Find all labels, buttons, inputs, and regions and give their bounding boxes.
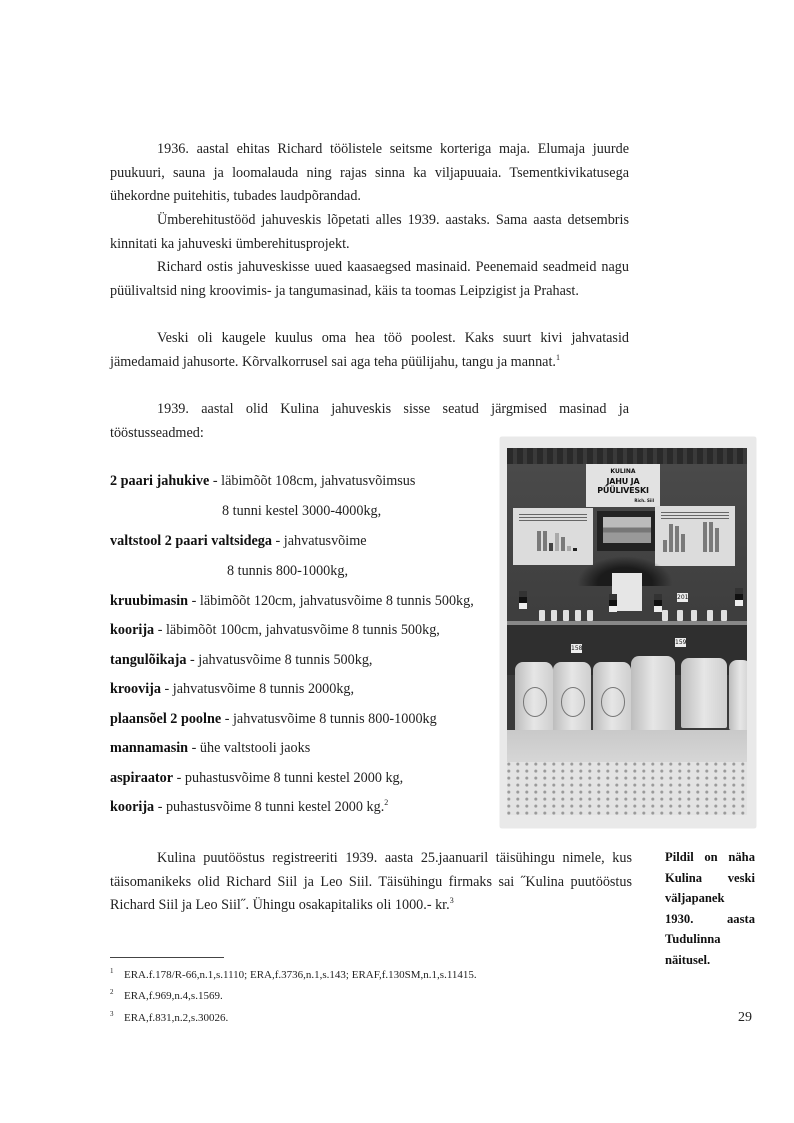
machine-desc: - jahvatusvõime 8 tunnis 500kg, <box>186 652 373 668</box>
flour-sack <box>729 660 747 730</box>
flour-sack <box>515 662 553 732</box>
machine-desc: - puhastusvõime 8 tunni kestel 2000 kg, <box>173 770 404 786</box>
sample-jar <box>677 610 683 621</box>
paragraph-text: Veski oli kaugele kuulus oma hea töö poolest. Kaks suurt kivi jahvatasid jämedamaid jahusorte. Kõrvalkorrusel sai aga teha püülijahu, tangu ja mannat. <box>110 330 629 370</box>
paragraph-machines-purchase <box>110 256 629 303</box>
footnote-number: 3 <box>110 1010 114 1018</box>
flour-sack <box>631 656 675 732</box>
machine-item-continuation: 8 tunni kestel 3000-4000kg, <box>222 503 382 519</box>
machine-desc: - ühe valtstooli jaoks <box>188 740 311 756</box>
board-bar <box>709 522 713 552</box>
footnote <box>110 967 477 981</box>
paragraph-text: 1939. aastal olid Kulina jahuveskis sisse seatud järgmised masinad ja tööstusseadmed: <box>110 401 629 441</box>
board-bar <box>715 528 719 552</box>
photo-image <box>507 448 747 815</box>
board-bar <box>561 537 565 551</box>
sample-jar <box>563 610 569 621</box>
sample-jar <box>539 610 545 621</box>
machine-item <box>110 740 310 757</box>
number-tag: 158 <box>571 645 583 652</box>
board-text-lines <box>519 514 587 522</box>
footnote-number: 1 <box>110 967 114 975</box>
board-bar <box>663 540 667 552</box>
sample-jar <box>575 610 581 621</box>
machine-item <box>110 593 474 610</box>
sample-jar <box>707 610 713 621</box>
machine-item <box>110 711 437 728</box>
machine-desc: - puhastusvõime 8 tunni kestel 2000 kg. <box>154 799 385 815</box>
machine-desc: - jahvatusvõime <box>271 533 367 549</box>
machine-name: tangulõikaja <box>110 652 187 668</box>
flag-icon <box>735 588 743 606</box>
page-number: 29 <box>738 1010 752 1025</box>
footnote <box>110 988 223 1002</box>
sign-title: KULINA <box>610 468 636 475</box>
machine-item <box>110 799 388 816</box>
photo-ledge <box>507 730 747 762</box>
board-bar <box>675 526 679 552</box>
board-bar <box>555 533 559 551</box>
flag-icon <box>654 594 662 612</box>
number-tag: 159 <box>675 639 687 646</box>
framed-picture <box>603 517 651 543</box>
flag-icon <box>519 591 527 609</box>
board-bar <box>681 534 685 552</box>
paragraph-text: 1936. aastal ehitas Richard töölistele seitsme korteriga maja. Elumaja juurde puukuuri, sauna ja loomalauda ning rajas sinna ka viljapuuaia. Tsementkivikatusega ühekordne puitehitis, tubades laudpõrandad. <box>110 141 629 204</box>
machine-name: kruubimasin <box>110 593 189 609</box>
sample-jar <box>587 610 593 621</box>
sample-jar <box>551 610 557 621</box>
flag-icon <box>609 594 617 612</box>
paragraph-text: Kulina puutööstus registreeriti 1939. aasta 25.jaanuaril täisühingu nimele, kus täisomanikeks olid Richard Siil ja Leo Siil. Täisühingu firmaks sai ˝Kulina puutööstus Richard Siil ja Leo Siil˝. Ühingu osakapitaliks oli 1000.- kr. <box>110 850 632 913</box>
board-bar <box>543 531 547 551</box>
machine-name: koorija <box>110 799 155 815</box>
board-bar <box>573 548 577 551</box>
photo-wall <box>507 448 747 464</box>
machine-desc: - jahvatusvõime 8 tunnis 800-1000kg <box>221 711 437 727</box>
paragraph-woodworks-registration <box>110 847 632 918</box>
machine-item <box>110 533 367 550</box>
machine-name: mannamasin <box>110 740 189 756</box>
machine-name: aspiraator <box>110 770 174 786</box>
machine-desc: - läbimõõt 120cm, jahvatusvõime 8 tunnis 500kg, <box>188 593 474 609</box>
machine-item <box>110 622 440 639</box>
footnote <box>110 1010 228 1024</box>
photo-floor <box>507 762 747 815</box>
flour-sack <box>593 662 631 732</box>
footnote-number: 2 <box>110 988 114 996</box>
machine-name: valtstool 2 paari valtsidega <box>110 533 272 549</box>
machine-name: koorija <box>110 622 155 638</box>
board-bar <box>669 524 673 552</box>
footnote-ref[interactable]: 2 <box>384 798 389 807</box>
board-bar <box>549 543 553 551</box>
footnote-separator <box>110 957 224 958</box>
machine-desc: - jahvatusvõime 8 tunnis 2000kg, <box>160 681 355 697</box>
paragraph-mill-fame <box>110 327 629 374</box>
paragraph-1936-housing <box>110 138 629 209</box>
paragraph-text: Ümberehitustööd jahuveskis lõpetati alles 1939. aastaks. Sama aasta detsembris kinnitati ka jahuveski ümberehitusprojekt. <box>110 212 629 252</box>
sample-jar <box>721 610 727 621</box>
board-bar <box>537 531 541 551</box>
exhibition-photo <box>500 437 756 828</box>
footnote-text: ERA.f.178/R-66,n.1,s.1110; ERA,f.3736,n.1,s.143; ERAF,f.130SM,n.1,s.11415. <box>124 969 477 981</box>
footnote-ref[interactable]: 1 <box>555 352 560 362</box>
machine-name: plaansõel 2 poolne <box>110 711 222 727</box>
board-text-lines <box>661 512 729 520</box>
machine-name: 2 paari jahukive <box>110 473 210 489</box>
sign-owner: Rich. Siil <box>634 498 654 503</box>
paragraph-reconstruction <box>110 209 629 256</box>
sample-jar <box>662 610 668 621</box>
machine-name: kroovija <box>110 681 161 697</box>
paragraph-text: Richard ostis jahuveskisse uued kaasaegsed masinaid. Peenemaid seadmeid nagu püülivaltsid ning kroovimis- ja tangumasinad, käis ta toomas Leipzigist ja Prahast. <box>110 259 629 299</box>
flour-sack <box>681 658 727 728</box>
sample-jar <box>691 610 697 621</box>
flour-sack <box>553 662 591 732</box>
machine-item-continuation: 8 tunnis 800-1000kg, <box>227 563 348 579</box>
board-bar <box>703 522 707 552</box>
machine-desc: - läbimõõt 100cm, jahvatusvõime 8 tunnis 500kg, <box>154 622 440 638</box>
machine-item <box>110 652 372 669</box>
photo-caption: Pildil on näha Kulina veski väljapanek 1930. aasta Tudulinna näitusel. <box>665 850 755 967</box>
footnote-text: ERA,f.831,n.2,s.30026. <box>124 1012 229 1024</box>
photo-sign <box>586 464 660 507</box>
machine-item <box>110 770 403 787</box>
number-tag: 201 <box>677 594 689 601</box>
footnote-text: ERA,f.969,n.4,s.1569. <box>124 990 223 1002</box>
machine-item <box>110 473 415 490</box>
board-bar <box>567 546 571 551</box>
photo-frame <box>597 511 657 551</box>
machine-item <box>110 681 354 698</box>
footnote-ref[interactable]: 3 <box>449 896 454 905</box>
sign-subtitle: JAHU JA PÜÜLIVESKI <box>597 477 649 495</box>
machine-desc: - läbimõõt 108cm, jahvatusvõimsus <box>209 473 416 489</box>
